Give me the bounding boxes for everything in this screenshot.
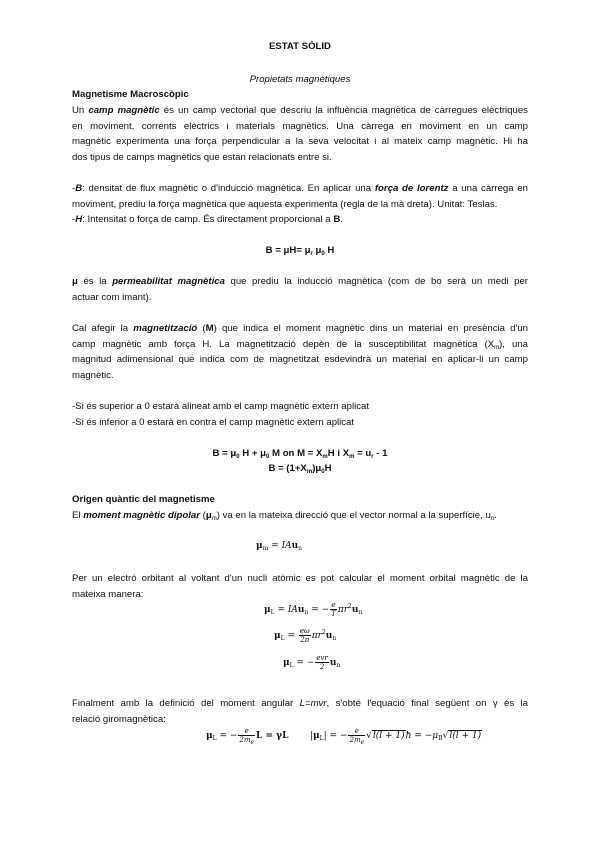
symbol-mu: μ — [283, 658, 290, 668]
symbol-mu: μ — [432, 731, 439, 741]
subscript: L — [319, 735, 324, 742]
text-run: - 1 — [373, 448, 388, 459]
text-run: - — [72, 214, 76, 225]
subscript: m — [349, 454, 355, 460]
subscript: e — [360, 739, 365, 746]
text-run: πr — [337, 605, 349, 615]
text-run: = − — [326, 731, 348, 741]
text-run: H i X — [327, 448, 350, 459]
subscript: B — [438, 735, 443, 742]
text-run: = — [268, 541, 282, 551]
symbol-b: B — [333, 214, 341, 225]
text-run: B = — [265, 245, 284, 256]
text-run: = — [274, 605, 288, 615]
section-heading-quantum-origin: Origen quàntic del magnetisme — [72, 494, 215, 505]
symbol-mu: μ — [260, 448, 267, 459]
text-run: a una càrrega en — [448, 183, 528, 194]
text-run: L = γL — [256, 731, 289, 741]
paragraph-line: moviment, prediu la força magnètica que aquesta experimenta (regla de la mà dreta). Unitat: Teslas. — [72, 199, 498, 210]
text-run: H — [324, 245, 335, 256]
equation-b-mu-h — [0, 243, 600, 259]
symbol-mu: μ — [256, 541, 263, 551]
text-run: H + — [239, 448, 261, 459]
paragraph-line: magnitud adimensional que indica com de magnetitzat esdevindrà un material en aplicar-li un camp — [72, 354, 528, 365]
text-run: ) va en la mateixa direcció que el vector normal a la superfície, u — [216, 510, 491, 521]
symbol-mu: μ — [283, 245, 290, 256]
fraction — [238, 727, 255, 744]
text-run: u — [297, 605, 305, 615]
text-run: Un — [72, 105, 89, 116]
term-camp-magnetic: camp magnètic — [88, 105, 160, 116]
subscript: m — [322, 454, 328, 460]
text-run: H — [324, 463, 332, 474]
paragraph-line: mateixa manera: — [72, 589, 144, 600]
text-run: B = (1+X — [268, 463, 307, 474]
text-run: és la — [77, 276, 113, 287]
fraction-denominator: T — [331, 610, 336, 618]
subscript: 0 — [266, 454, 270, 460]
fraction-numerator: e — [238, 727, 255, 736]
subscript: L — [212, 735, 217, 742]
text-run: - — [72, 183, 76, 194]
text-run: = − — [216, 731, 238, 741]
fraction-denominator — [348, 736, 365, 744]
superscript: 2 — [348, 603, 352, 610]
text-run: = − — [308, 605, 330, 615]
text-run: u — [351, 605, 359, 615]
text-run: Finalment amb la definició del moment angular — [72, 698, 300, 709]
section-heading-macroscopic: Magnetisme Macroscòpic — [72, 89, 189, 100]
text-run: és un camp vectorial que descriu la influència magnètica de càrregues elèctriques — [159, 105, 528, 116]
symbol-h: H — [75, 214, 83, 225]
text-run: u — [365, 448, 372, 459]
superscript: 2 — [321, 629, 326, 636]
paragraph-line: Per un electró orbitant al voltant d'un nucli atòmic es pot calcular el moment orbital magnètic de la — [72, 573, 528, 584]
symbol-mu: μ — [312, 245, 322, 256]
text-run: ħ — [405, 731, 412, 741]
fraction-numerator: e — [348, 727, 365, 736]
subscript: 0 — [321, 469, 325, 475]
fraction — [348, 727, 365, 744]
term-lorentz-force: força de lorentz — [374, 183, 449, 194]
subscript: 0 — [236, 454, 240, 460]
paragraph-line — [72, 696, 528, 712]
text-run: , s'obté l'equació final següent on γ és la — [326, 698, 528, 709]
paragraph-line: actuar com imant). — [72, 292, 152, 303]
sqrt-sign: √ — [366, 731, 372, 741]
text-run: 2m — [349, 736, 361, 744]
fraction — [315, 654, 328, 671]
text-run: B = — [212, 448, 231, 459]
text-run: u — [329, 658, 337, 668]
text-run: = − — [411, 731, 433, 741]
text-run: Cal afegir la — [72, 323, 134, 334]
paragraph-line — [72, 212, 343, 228]
equation-dipole-moment — [256, 541, 302, 551]
text-run: M on M = X — [269, 448, 323, 459]
text-run: . — [340, 214, 343, 225]
paragraph-line: dos tipus de camps magnètics que estan relacionats entre si. — [72, 152, 332, 163]
subscript: n — [490, 516, 495, 522]
list-item: -Si és superior a 0 estarà alineat amb el camp magnètic extern aplicat — [72, 401, 370, 412]
fraction-numerator: eω — [299, 627, 310, 635]
term-magnetization: magnetització — [133, 323, 198, 334]
text-run: : densitat de flux magnètic o d'inducció magnètica. En aplicar una — [82, 183, 375, 194]
term-angular-momentum: L=mvr — [299, 698, 327, 709]
text-run: | — [323, 731, 327, 741]
symbol-mu: μ — [313, 731, 320, 741]
symbol-b: B — [75, 183, 83, 194]
subscript: m — [494, 345, 500, 351]
equation-gyromagnetic — [206, 727, 288, 744]
page-subtitle: Propietats magnètiques — [249, 74, 351, 85]
text-run: 2m — [239, 736, 251, 744]
equation-b-magnetization — [0, 446, 600, 462]
fraction-denominator: 2π — [300, 636, 310, 644]
subscript: L — [270, 609, 275, 616]
symbol-mu: μ — [230, 448, 237, 459]
page-title: ESTAT SÒLID — [268, 41, 331, 52]
subscript: e — [250, 739, 255, 746]
paragraph-line — [72, 274, 528, 290]
equation-orbital-moment-3 — [283, 654, 340, 671]
symbol-mu: μ — [72, 276, 78, 287]
text-run: camp magnètic amb força H. La magnetització depèn de la susceptibilitat magnètica (X — [72, 339, 495, 350]
text-run: = — [354, 448, 366, 459]
text-run: IA — [287, 605, 298, 615]
symbol-mu: μ — [206, 731, 213, 741]
subscript: r — [310, 251, 313, 257]
fraction-numerator: e — [331, 601, 336, 609]
subscript: n — [332, 635, 337, 642]
subscript: m — [211, 516, 217, 522]
list-item: -Si és inferior a 0 estarà en contra el camp magnètic extern aplicat — [72, 417, 355, 428]
text-run: ), una — [499, 339, 528, 350]
paragraph-line — [72, 321, 528, 337]
subscript: L — [289, 662, 294, 669]
text-run: El — [72, 510, 84, 521]
paragraph-line — [72, 181, 528, 197]
text-run: = — [284, 631, 298, 641]
subscript: n — [304, 609, 309, 616]
text-run: ) — [312, 463, 316, 474]
subscript: n — [298, 545, 303, 552]
fraction — [299, 627, 311, 644]
paragraph-line: relació giromagnètica: — [72, 714, 166, 725]
paragraph-line: magnètic experimenta una força perpendicular a la seva velocitat i al mateix camp magnètic. Hi ha — [72, 136, 528, 147]
text-run: ( — [199, 510, 206, 521]
text-run: ( — [197, 323, 206, 334]
paragraph-line: magnètic. — [72, 370, 114, 381]
text-run: u — [325, 631, 333, 641]
symbol-mu: μ — [315, 463, 322, 474]
subscript: n — [358, 609, 363, 616]
subscript: n — [336, 662, 341, 669]
text-run: | — [310, 731, 314, 741]
equation-b-susceptibility — [0, 461, 600, 477]
equation-orbital-moment-2 — [274, 627, 336, 644]
subscript: m — [262, 545, 269, 552]
paragraph-line — [72, 103, 528, 119]
paragraph-line: en moviment, corrents elèctrics i materials magnètics. Una càrrega en moviment en un camp — [72, 121, 528, 132]
text-run: que prediu la inducció magnètica (com de bo serà un medi per — [224, 276, 528, 287]
equation-orbital-moment-1 — [264, 601, 362, 618]
symbol-mu: μ — [304, 245, 311, 256]
text-run: πr — [311, 631, 322, 641]
fraction — [330, 601, 337, 618]
fraction-numerator: evr — [316, 654, 328, 662]
symbol-mu: μ — [264, 605, 271, 615]
subscript: m — [306, 469, 313, 475]
symbol-mu: μ — [274, 631, 281, 641]
symbol-mu: μ — [205, 510, 212, 521]
paragraph-line — [72, 508, 497, 524]
subscript: r — [371, 454, 374, 460]
equation-moment-magnitude — [310, 727, 482, 744]
fraction-denominator — [238, 736, 255, 744]
sqrt-content: l(l + 1) — [449, 731, 482, 741]
text-run: H= — [289, 245, 305, 256]
paragraph-line — [72, 337, 528, 353]
text-run: . — [494, 510, 497, 521]
text-run: IA — [281, 541, 292, 551]
text-run: = − — [293, 658, 315, 668]
sqrt-content: l(l + 1) — [372, 731, 405, 741]
sqrt-sign: √ — [442, 731, 449, 741]
fraction-denominator: 2 — [319, 663, 325, 671]
term-magnetic-dipole-moment: moment magnètic dipolar — [83, 510, 200, 521]
text-run: : Intensitat o força de camp. És directament proporcional a — [82, 214, 334, 225]
subscript: L — [280, 635, 285, 642]
subscript: 0 — [321, 251, 325, 257]
term-permeability: permeabilitat magnètica — [112, 276, 225, 287]
symbol-m: M — [205, 323, 214, 334]
text-run: u — [291, 541, 299, 551]
text-run: ) que indica el moment magnètic dins un material en presència d'un — [213, 323, 528, 334]
